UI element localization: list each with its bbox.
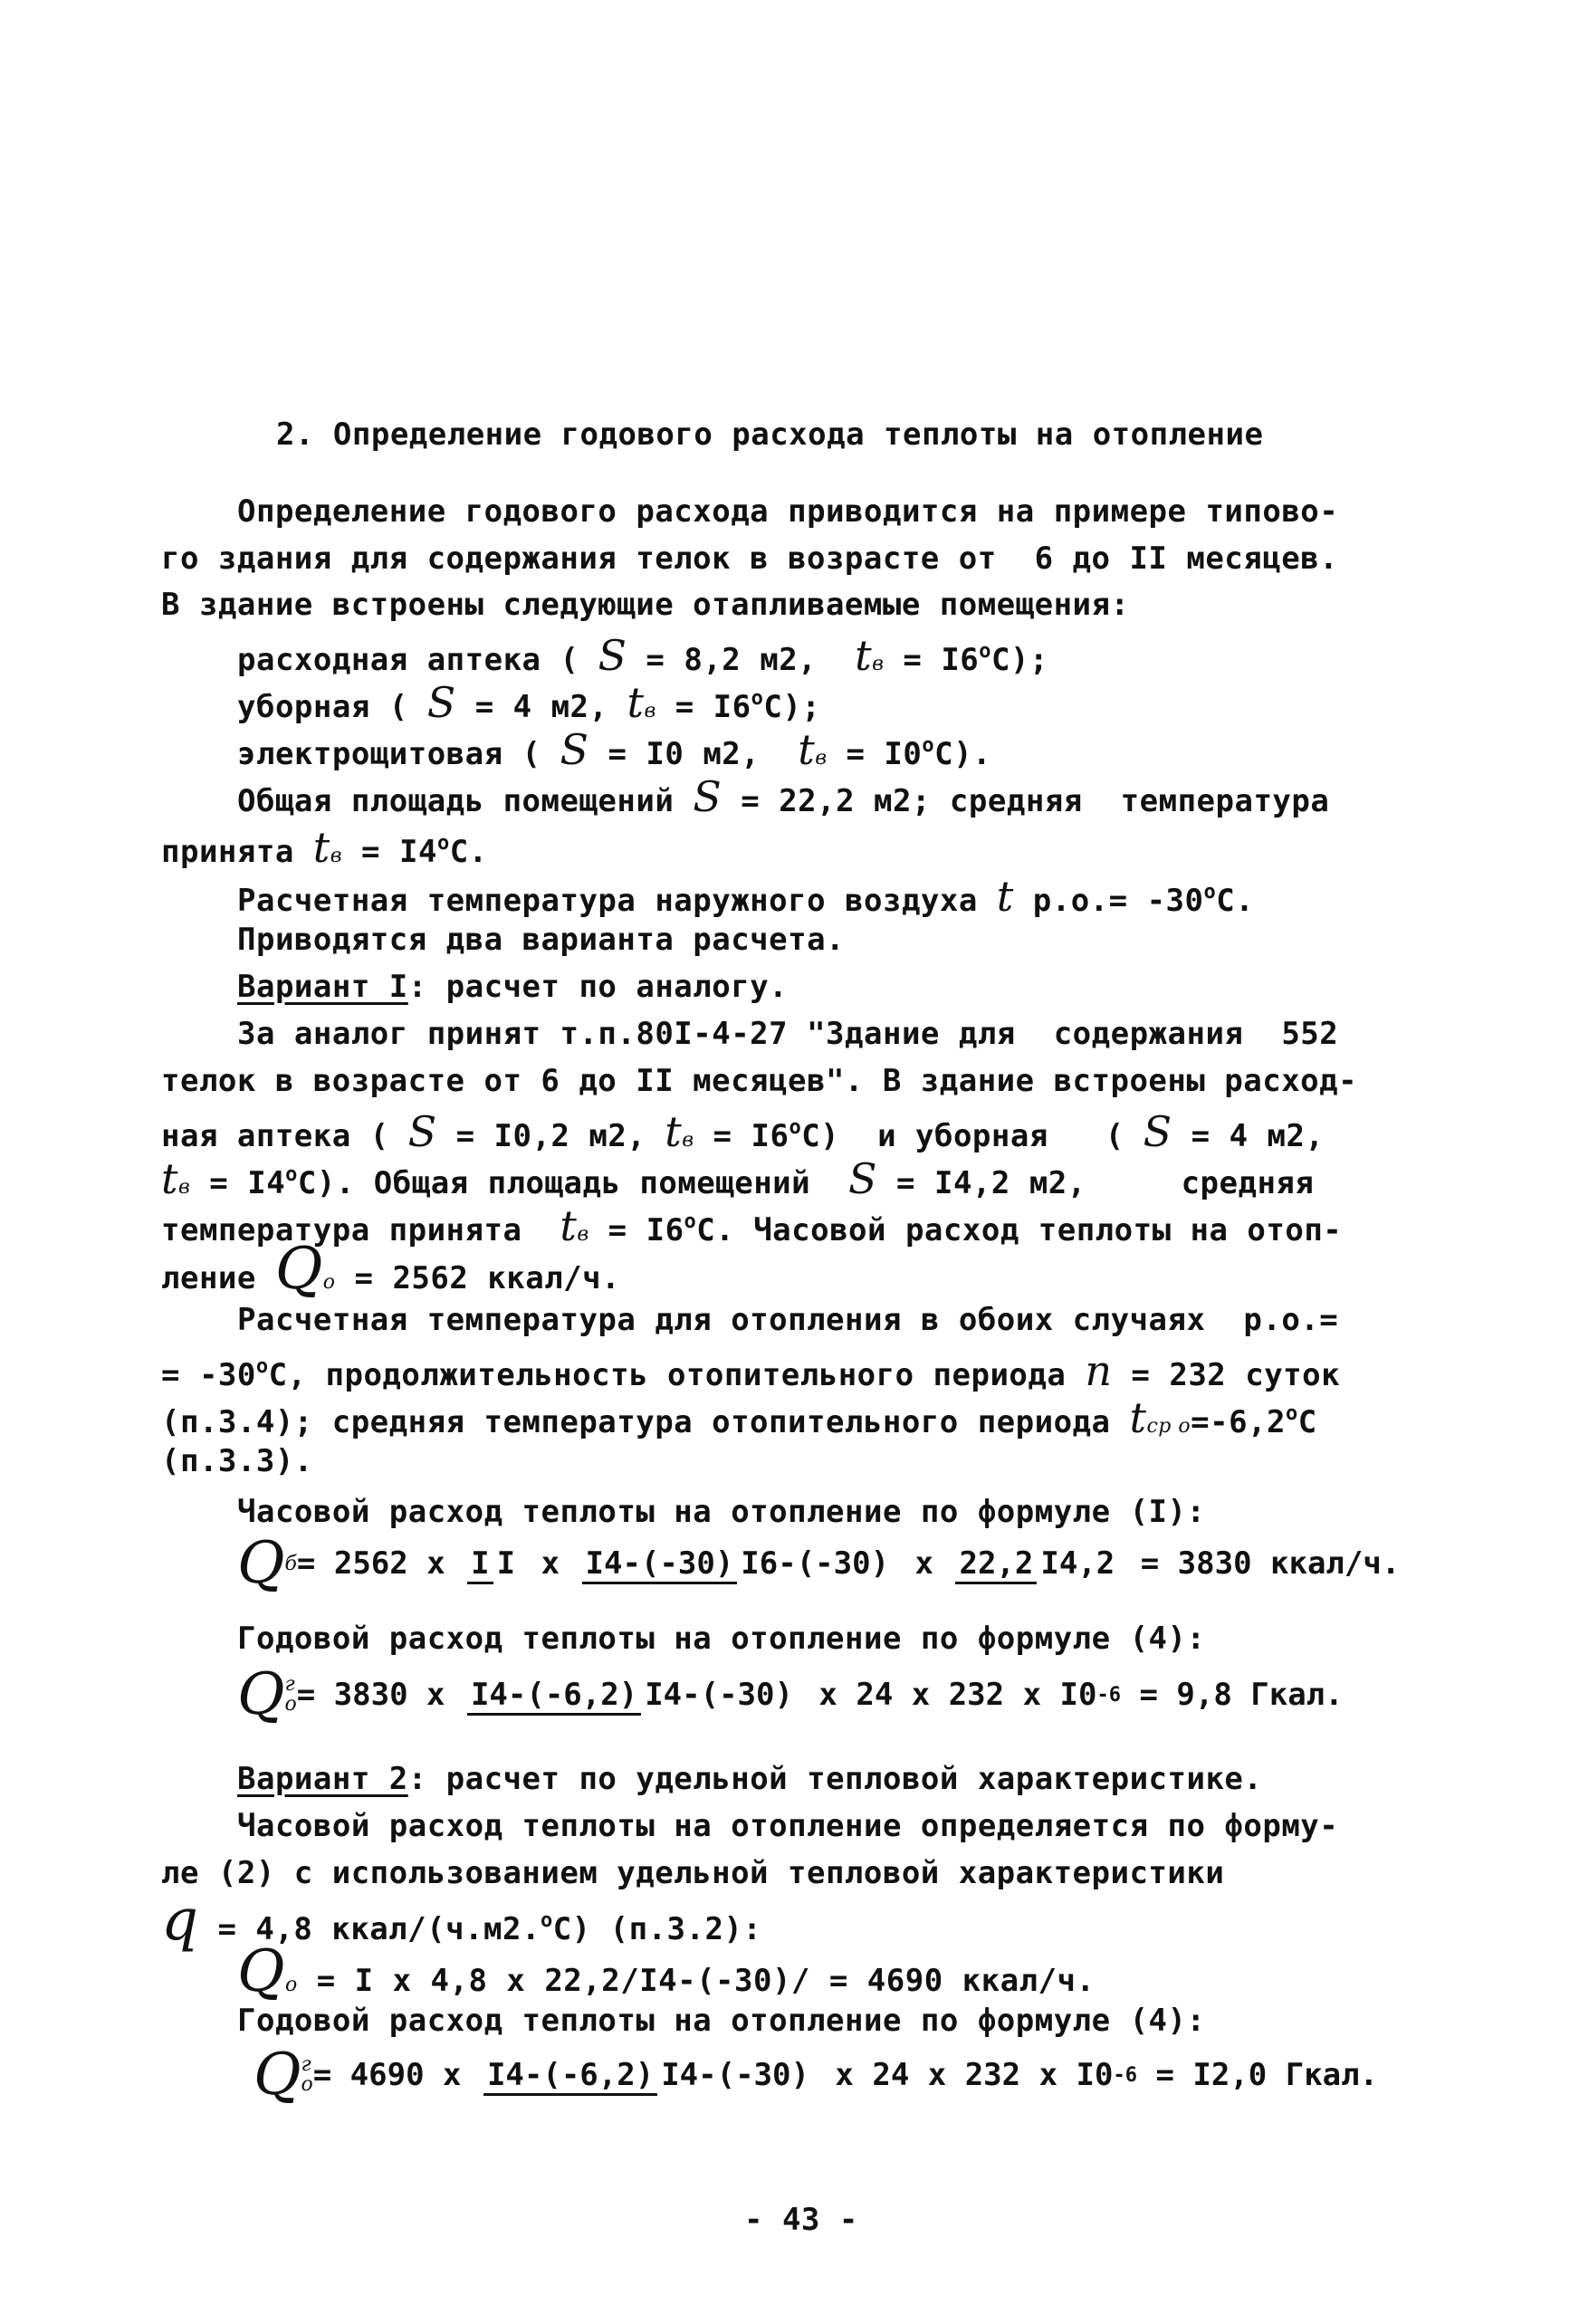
page-number: - 43 - <box>744 2202 858 2238</box>
variant-2-line-3: q = 4,8 ккал/(ч.м2.$^о$С) (п.3.2): <box>161 1887 762 1954</box>
fraction-degree-days-2: I4-(-6,2) I4-(-30) <box>483 2057 813 2093</box>
variant-1-heading: Вариант I: расчет по аналогу. <box>237 969 789 1005</box>
annual-2-caption: Годовой расход теплоты на отопление по формуле (4): <box>237 2003 1206 2039</box>
two-variants-line: Приводятся два варианта расчета. <box>237 922 846 958</box>
intro-line-3: В здание встроены следующие отапливаемые помещения: <box>161 587 1130 623</box>
hourly-1-caption: Часовой расход теплоты на отопление по формуле (I): <box>237 1494 1206 1530</box>
variant-2-heading: Вариант 2: расчет по удельной тепловой характеристике. <box>237 1761 1263 1797</box>
fraction-degree-days: I4-(-6,2) I4-(-30) <box>467 1677 797 1713</box>
design-line-1: Расчетная температура для отопления в обоих случаях р.о.= <box>237 1302 1339 1338</box>
intro-line-2: го здания для содержания телок в возрасте от 6 до II месяцев. <box>161 540 1339 577</box>
variant-1-line-2: телок в возрасте от 6 до II месяцев". В здание встроены расход- <box>161 1063 1358 1099</box>
section-heading: 2. Определение годового расхода теплоты на отопление <box>276 416 1264 453</box>
room-electrical: электрощитовая ( S = I0 м2, tв = $I0^оС$). <box>237 725 992 774</box>
variant-1-line-5: температура принята tв = $I6^оС$. Часовой расход теплоты на отоп- <box>161 1201 1343 1250</box>
fraction-temp: I4-(-30) I6-(-30) <box>582 1545 894 1582</box>
design-line-2: = $-30^оС$, продолжительность отопительного периода n = 232 суток <box>161 1346 1341 1395</box>
intro-line-1: Определение годового расхода приводится на примере типово- <box>237 493 1339 530</box>
room-toilet: уборная ( S = 4 м2, tв = $I6^оС$); <box>237 678 821 727</box>
hourly-1-formula: Q б = 2562 x I I x I4-(-30) I6-(-30) x 22,2 I4,2 = 3830 ккал/ч. <box>237 1530 1401 1597</box>
fraction-area: 22,2 I4,2 <box>955 1545 1118 1582</box>
total-area-line: Общая площадь помещений S = 22,2 м2; средняя температура <box>237 772 1330 821</box>
variant-1-line-3: ная аптека ( S = I0,2 м2, tв = $I6^оС$) и уборная ( S = 4 м2, <box>161 1107 1325 1156</box>
annual-2-formula: Q г о = 4690 x I4-(-6,2) I4-(-30) x 24 x 232 x I0 -6 = I2,0 Гкал. <box>254 2042 1379 2109</box>
design-line-4: (п.3.3). <box>161 1443 313 1479</box>
variant-1-line-4: tв = $I4^оС$). Общая площадь помещений S = I4,2 м2, средняя <box>161 1154 1315 1203</box>
variant-2-line-1: Часовой расход теплоты на отопление определяется по форму- <box>237 1808 1339 1844</box>
design-line-3: (п.3.4); средняя температура отопительного периода tср $о=-6,2^оС$ <box>161 1393 1317 1442</box>
variant-1-line-1: За аналог принят т.п.80I-4-27 "Здание для содержания 552 <box>237 1016 1339 1052</box>
variant-2-hourly-formula: Qо = I x 4,8 x 22,2/I4-(-30)/ = 4690 ккал/ч. <box>237 1938 1096 2005</box>
room-pharmacy: расходная аптека ( S = 8,2 м2, tв = $I6^оС$); <box>237 631 1048 680</box>
average-temp-line: принята tв = $I4^оС$. <box>161 823 488 872</box>
fraction-unit: I I <box>467 1545 519 1582</box>
outdoor-temp-line: Расчетная температура наружного воздуха t $р.о.= -30^оС$. <box>237 872 1255 921</box>
annual-1-formula: Q г о = 3830 x I4-(-6,2) I4-(-30) x 24 x 232 x I0 -6 = 9,8 Гкал. <box>237 1661 1344 1728</box>
annual-1-caption: Годовой расход теплоты на отопление по формуле (4): <box>237 1621 1206 1657</box>
variant-2-line-2: ле (2) с использованием удельной тепловой характеристики <box>161 1855 1225 1891</box>
variant-1-line-6: ление Qо = 2562 ккал/ч. <box>161 1236 621 1303</box>
